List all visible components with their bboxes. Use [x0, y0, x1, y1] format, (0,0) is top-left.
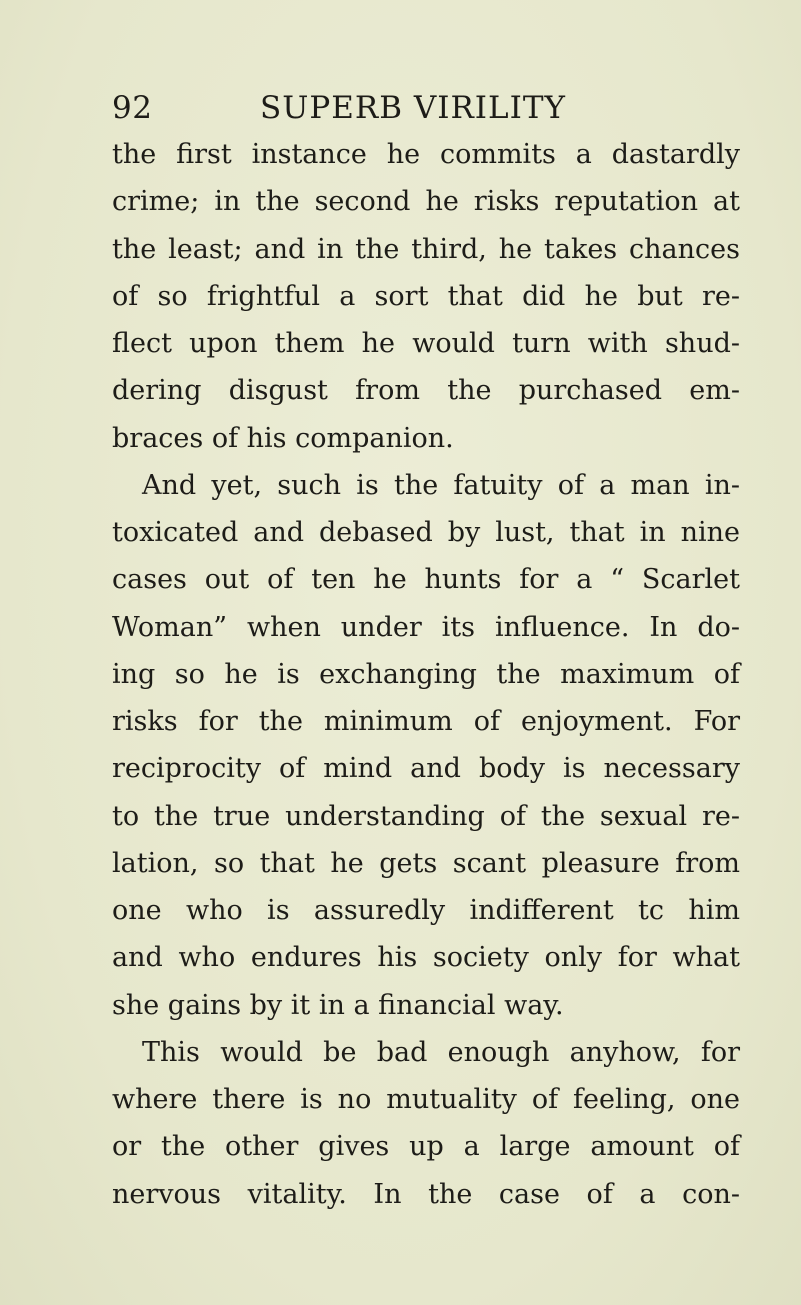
text-line: and who endures his society only for what [112, 942, 740, 974]
paragraph-start-line: This would be bad enough anyhow, for [142, 1036, 740, 1068]
text-line: nervous vitality. In the case of a con- [112, 1178, 740, 1210]
paragraph-start-line: And yet, such is the fatuity of a man in- [142, 469, 740, 501]
paragraph-end-line: she gains by it in a financial way. [112, 989, 564, 1021]
text-line: or the other gives up a large amount of [112, 1131, 740, 1163]
text-line: where there is no mutuality of feeling, one [112, 1084, 740, 1115]
page-number: 92 [112, 90, 153, 126]
running-head [112, 88, 740, 128]
text-line: toxicated and debased by lust, that in nine [112, 517, 740, 548]
text-line: the least; and in the third, he takes chances [112, 233, 740, 265]
text-line: one who is assuredly indifferent tc him [112, 895, 740, 926]
text-line: risks for the minimum of enjoyment. For [112, 706, 740, 737]
body-text [112, 131, 740, 1218]
text-line: to the true understanding of the sexual re- [112, 800, 740, 832]
text-line: Woman” when under its influence. In do- [112, 611, 740, 643]
text-line: reciprocity of mind and body is necessary [112, 753, 740, 785]
text-line: lation, so that he gets scant pleasure from [112, 847, 740, 879]
paragraph-end-line: braces of his companion. [112, 422, 454, 454]
text-line: crime; in the second he risks reputation at [112, 186, 740, 218]
text-line: of so frightful a sort that did he but re- [112, 280, 740, 312]
text-line: cases out of ten he hunts for a “ Scarlet [112, 564, 740, 596]
text-line: the first instance he commits a dastardly [112, 139, 740, 170]
text-line: ing so he is exchanging the maximum of [112, 658, 740, 690]
text-line: flect upon them he would turn with shud- [112, 328, 740, 359]
running-title: SUPERB VIRILITY [260, 90, 567, 126]
text-line: dering disgust from the purchased em- [112, 375, 740, 407]
